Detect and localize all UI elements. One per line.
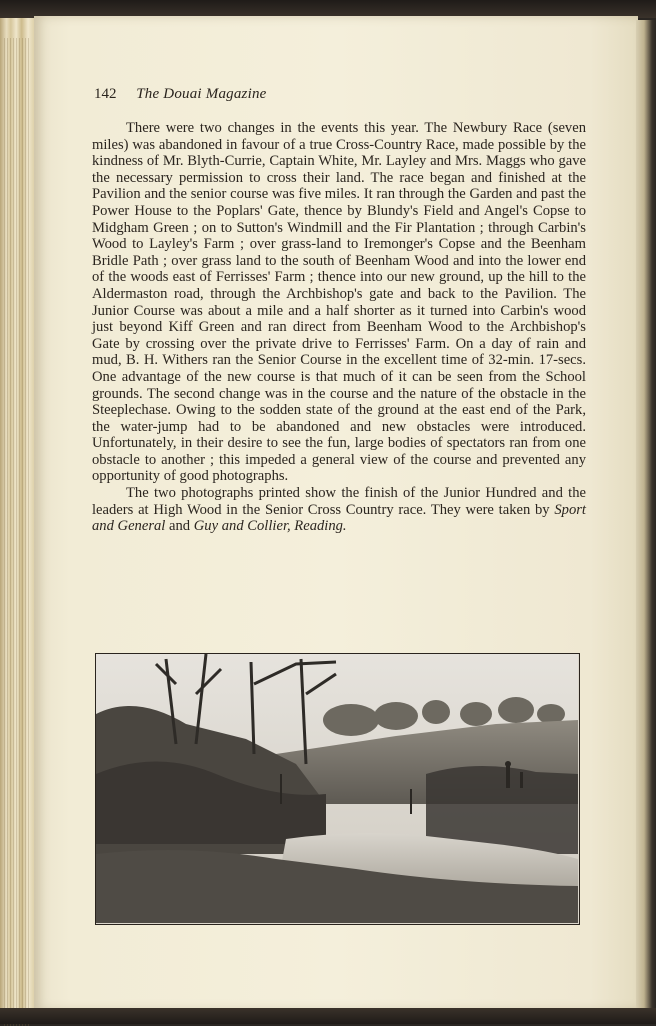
photo-illustration (96, 654, 578, 923)
paragraph-2-and: and (169, 518, 191, 535)
book-bottom-edge (0, 1008, 656, 1024)
photo-credit-1: Sport and General (92, 501, 586, 535)
photograph-high-wood (95, 653, 580, 925)
running-title: The Douai Magazine (136, 86, 267, 102)
paragraph-1: There were two changes in the events this year. The Newbury Race (seven miles) was abandoned in favour of a true Cross-Country Race, made possible by the kindness of Mr. Blyth-Currie, Captain White, Mr. Layley and Mrs. Maggs who gave the necessary permission to cross their land. The race began and finished at the Pavilion and the senior course was five miles. It ran through the Garden and past the Power House to the Poplars' Gate, thence by Blundy's Field and Angel's Copse to Midgham Green ; on to Sutton's Windmill and the Fir Plantation ; through Carbin's Wood to Layley's Farm ; over grass-land to Iremonger's Copse and the Beenham Bridle Path ; over grass land to the south of Beenham Wood and into the lower end of the woods east of Ferrisses' Farm ; thence into our new ground, up the hill to the Aldermaston road, through the Archbishop's gate and back to the Pavilion. The Junior Course was about a mile and a half shorter as it turned into Carbin's wood just beyond Kiff Green and ran direct from Beenham Wood to the Archbishop's Gate by crossing over the private drive to Ferrisses' Farm. On a day of rain and mud, B. H. Withers ran the Senior Course in the excellent time of 32-min. 17-secs. One advantage of the new course is that much of it can be seen from the School grounds. The second change was in the course and the nature of the obstacle in the Steeplechase. Owing to the sodden state of the ground at the east end of the Park, the water-jump had to be abandoned and new obstacles were introduced. Unfortunately, in their desire to see the fun, large bodies of spectators ran from one obstacle to another ; this impeded a general view of the course and prevented any opportunity of good photographs. (92, 120, 586, 485)
paragraph-2 (92, 485, 586, 535)
book-spine (0, 18, 36, 1010)
page-stack-lines (4, 38, 30, 1026)
page-number: 142 (94, 86, 117, 102)
book-right-edge (636, 20, 656, 1010)
paragraph-2-text: The two photographs printed show the finish of the Junior Hundred and the leaders at High Wood in the Senior Cross Country race. They were taken by (92, 485, 586, 518)
page-header (94, 86, 267, 103)
photo-credit-2: Guy and Collier, Reading. (193, 518, 347, 535)
article-body (92, 120, 586, 535)
